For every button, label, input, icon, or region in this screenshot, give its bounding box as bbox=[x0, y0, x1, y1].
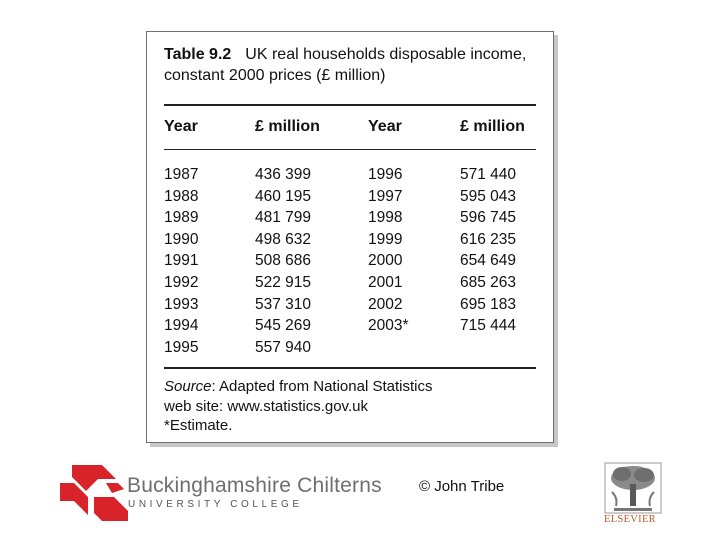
table-cell: 685 263 bbox=[460, 273, 517, 291]
table-cell: 522 915 bbox=[255, 273, 312, 291]
table-cell: 1995 bbox=[164, 338, 199, 356]
table-cell: 2003* bbox=[368, 317, 409, 335]
table-cell: 654 649 bbox=[460, 252, 517, 270]
footer-rule bbox=[164, 367, 536, 369]
table-cell: 1987 bbox=[164, 166, 199, 183]
header-year-left: Year bbox=[164, 118, 198, 135]
university-name: Buckinghamshire Chilterns bbox=[127, 474, 382, 497]
table-cell: 1994 bbox=[164, 317, 199, 335]
table-cell: 2001 bbox=[368, 273, 403, 291]
table-cell: 1997 bbox=[368, 187, 403, 205]
source-text: : Adapted from National Statistics bbox=[211, 378, 433, 395]
table-cell: 1996 bbox=[368, 166, 403, 183]
table-cell: 595 043 bbox=[460, 187, 517, 205]
table-cell: 1993 bbox=[164, 295, 199, 313]
income-table bbox=[146, 31, 554, 443]
table-cell: 436 399 bbox=[255, 166, 312, 183]
table-cell: 498 632 bbox=[255, 230, 312, 248]
elsevier-tree-icon bbox=[604, 462, 662, 514]
table-cell: 481 799 bbox=[255, 209, 312, 227]
right-values-column bbox=[460, 164, 516, 337]
source-url: web site: www.statistics.gov.uk bbox=[164, 397, 368, 415]
table-cell: 1999 bbox=[368, 230, 403, 248]
table-cell: 1990 bbox=[164, 230, 199, 248]
left-years-column bbox=[164, 164, 198, 358]
left-values-column bbox=[255, 164, 311, 358]
table-cell: 1989 bbox=[164, 209, 199, 227]
table-cell: 537 310 bbox=[255, 295, 312, 313]
source-label: Source bbox=[164, 378, 212, 395]
table-footnote bbox=[164, 377, 432, 436]
table-number: Table 9.2 bbox=[164, 46, 232, 63]
header-bottom-rule bbox=[164, 149, 536, 150]
estimate-note: *Estimate. bbox=[164, 417, 233, 434]
table-cell: 596 745 bbox=[460, 209, 517, 227]
table-cell: 715 444 bbox=[460, 317, 517, 335]
table-cell: 571 440 bbox=[460, 166, 517, 183]
header-million-left: £ million bbox=[255, 118, 320, 135]
table-cell: 2002 bbox=[368, 295, 403, 313]
table-cell: 1998 bbox=[368, 209, 403, 227]
table-title-line1: UK real households disposable income, bbox=[245, 46, 527, 63]
university-subtitle: UNIVERSITY COLLEGE bbox=[128, 499, 303, 510]
table-cell: 616 235 bbox=[460, 230, 517, 248]
right-years-column bbox=[368, 164, 409, 337]
table-cell: 545 269 bbox=[255, 317, 312, 335]
table-cell: 557 940 bbox=[255, 338, 312, 356]
header-million-right: £ million bbox=[460, 118, 525, 135]
table-caption bbox=[164, 44, 544, 86]
table-cell: 1988 bbox=[164, 187, 199, 205]
table-cell: 695 183 bbox=[460, 295, 517, 313]
header-year-right: Year bbox=[368, 118, 402, 135]
copyright-text: © John Tribe bbox=[419, 478, 505, 495]
table-cell: 460 195 bbox=[255, 187, 312, 205]
university-logo-icon bbox=[58, 461, 130, 525]
header-top-rule bbox=[164, 104, 536, 106]
table-cell: 1991 bbox=[164, 252, 199, 270]
table-cell: 2000 bbox=[368, 252, 403, 270]
table-cell: 1992 bbox=[164, 273, 199, 291]
table-title-line2: constant 2000 prices (£ million) bbox=[164, 67, 386, 84]
table-cell: 508 686 bbox=[255, 252, 312, 270]
publisher-name: ELSEVIER bbox=[604, 514, 656, 525]
